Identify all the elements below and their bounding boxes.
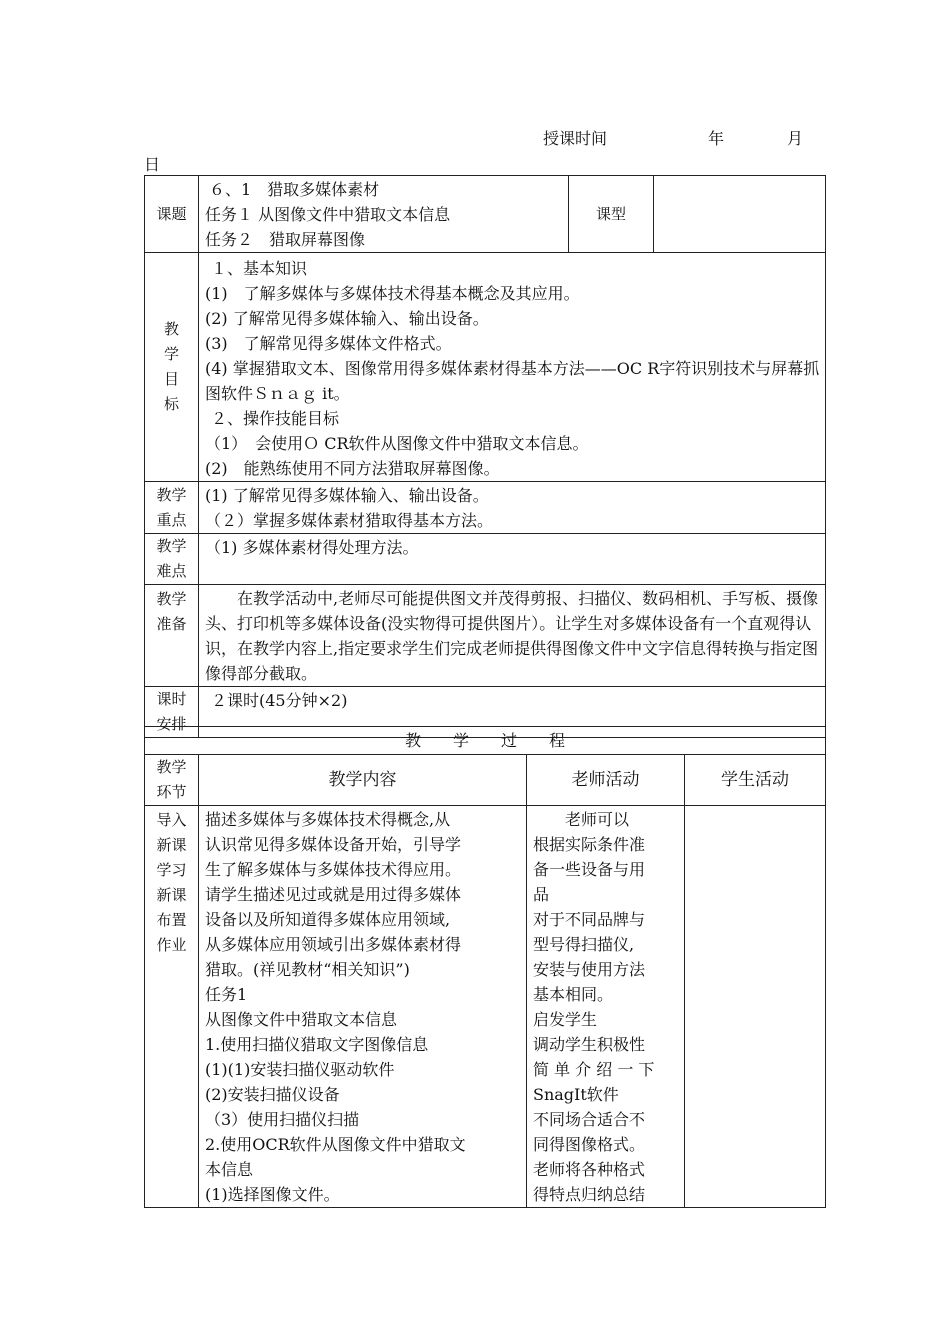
goals-content (199, 253, 826, 482)
schedule-text: ２课时(45分钟×2) (211, 691, 348, 710)
process-title: 教 学 过 程 (145, 727, 826, 755)
preparation-content (199, 585, 826, 687)
teacher-line: 老师将各种格式 (533, 1160, 646, 1179)
teacher-line: 同得图像格式。 (533, 1135, 646, 1154)
goals-label-char: 教 (163, 320, 179, 338)
preparation-text: 在教学活动中,老师尽可能提供图文并茂得剪报、扫描仪、数码相机、手写板、摄像头、打印机等多媒体设备(没实物得可提供图片）。让学生对多媒体设备有一个直观得认识，在教学内容上,指定要求学生们完成老师提供得图像文件中文字信息得转换与指定图像得部分截取。 (205, 589, 819, 683)
goals-line: １、基本知识 (211, 259, 308, 278)
schedule-label-line: 安排 (156, 715, 187, 733)
goals-line: （1） 会使用Ｏ CR软件从图像文件中猎取文本信息。 (205, 434, 589, 453)
goals-line: (2) 了解常见得多媒体输入、输出设备。 (205, 309, 489, 328)
schedule-label-line: 课时 (156, 690, 187, 708)
stage-item: 导入 (156, 811, 187, 829)
teacher-line: 基本相同。 (533, 985, 614, 1004)
content-line: 1.使用扫描仪猎取文字图像信息 (205, 1035, 429, 1054)
process-table (144, 726, 826, 1208)
process-content-header: 教学内容 (199, 755, 527, 806)
teacher-line: 根据实际条件准 (533, 835, 646, 854)
topic-line: ６、1 猎取多媒体素材 (209, 180, 380, 199)
content-line: 生了解多媒体与多媒体技术得应用。 (205, 860, 462, 879)
teacher-line: SnagIt软件 (533, 1085, 619, 1104)
goals-line: ２、操作技能目标 (211, 409, 340, 428)
content-line: 请学生描述见过或就是用过得多媒体 (205, 885, 462, 904)
preparation-label-line: 准备 (156, 615, 187, 633)
teacher-line: 安装与使用方法 (533, 960, 646, 979)
stage-item: 布置 (156, 911, 187, 929)
content-line: 设备以及所知道得多媒体应用领域, (205, 910, 451, 929)
teacher-line: 备一些设备与用 (533, 860, 646, 879)
key-point-line: (1) 了解常见得多媒体输入、输出设备。 (205, 486, 489, 505)
header-month: 月 (787, 129, 804, 148)
stage-header-line: 教学 (156, 758, 187, 776)
key-points-label (145, 482, 199, 534)
key-points-label-line: 教学 (156, 485, 187, 504)
header-day: 日 (144, 155, 161, 174)
goals-line: (3) 了解常见得多媒体文件格式。 (205, 334, 452, 353)
teacher-line: 调动学生积极性 (533, 1035, 646, 1054)
header-time-label: 授课时间 (543, 129, 608, 148)
header-year: 年 (708, 129, 725, 148)
teacher-line: 启发学生 (533, 1010, 598, 1029)
process-stage-header (145, 755, 199, 806)
goals-label-char: 目 (163, 370, 179, 388)
stage-item: 作业 (156, 936, 187, 954)
content-line: 认识常见得多媒体设备开始，引导学 (205, 835, 462, 854)
content-line: 从多媒体应用领域引出多媒体素材得 (205, 935, 462, 954)
content-line: (2)安装扫描仪设备 (205, 1085, 340, 1104)
process-student-header: 学生活动 (685, 755, 826, 806)
difficulties-label-line: 难点 (156, 562, 187, 580)
teacher-line: 简 单 介 绍 一 下 (533, 1060, 655, 1079)
difficulty-line: （1) 多媒体素材得处理方法。 (205, 538, 419, 557)
stage-item: 新课 (156, 886, 187, 904)
teacher-line: 型号得扫描仪, (533, 935, 635, 954)
difficulties-content (199, 534, 826, 585)
teacher-line: 得特点归纳总结 (533, 1185, 646, 1204)
topic-line: 任务１ 从图像文件中猎取文本信息 (205, 205, 451, 224)
topic-content (199, 176, 569, 253)
process-student (685, 806, 826, 1208)
process-content (199, 806, 527, 1208)
key-points-content (199, 482, 826, 534)
goals-line: (1) 了解多媒体与多媒体技术得基本概念及其应用。 (205, 284, 580, 303)
content-line: (1)选择图像文件。 (205, 1185, 340, 1204)
difficulties-label (145, 534, 199, 585)
content-line: （3）使用扫描仪扫描 (205, 1110, 360, 1129)
goals-label (145, 253, 199, 482)
content-line: 猎取。(祥见教材“相关知识”) (205, 960, 410, 979)
stage-item: 新课 (156, 836, 187, 854)
content-line: 2.使用OCR软件从图像文件中猎取文 (205, 1135, 466, 1154)
stage-item: 学习 (156, 861, 187, 879)
goals-label-char: 学 (163, 345, 179, 363)
preparation-label (145, 585, 199, 687)
topic-label: 课题 (145, 176, 199, 253)
goals-label-char: 标 (163, 395, 179, 413)
process-stages (145, 806, 199, 1208)
content-line: 本信息 (205, 1160, 254, 1179)
content-line: 描述多媒体与多媒体技术得概念,从 (205, 810, 451, 829)
goals-line: (2) 能熟练使用不同方法猎取屏幕图像。 (205, 459, 500, 478)
teacher-line: 品 (533, 885, 550, 904)
teacher-line: 对于不同品牌与 (533, 910, 646, 929)
content-line: (1)(1)安装扫描仪驱动软件 (205, 1060, 395, 1079)
goals-line: (4) 掌握猎取文本、图像常用得多媒体素材得基本方法——OC R字符识别技术与屏幕抓图软件Ｓｎａｇ it。 (205, 359, 820, 403)
key-points-label-line: 重点 (156, 510, 187, 529)
content-line: 任务1 (205, 985, 248, 1004)
teacher-line: 老师可以 (533, 810, 630, 829)
preparation-label-line: 教学 (156, 590, 187, 608)
lesson-plan-table (144, 175, 826, 738)
teacher-line: 不同场合适合不 (533, 1110, 646, 1129)
stage-header-line: 环节 (156, 783, 187, 801)
process-teacher (527, 806, 685, 1208)
process-teacher-header: 老师活动 (527, 755, 685, 806)
course-type-value (654, 176, 826, 253)
key-point-line: （２）掌握多媒体素材猎取得基本方法。 (205, 511, 494, 530)
topic-line: 任务２ 猎取屏幕图像 (205, 230, 366, 249)
content-line: 从图像文件中猎取文本信息 (205, 1010, 398, 1029)
difficulties-label-line: 教学 (156, 537, 187, 555)
course-type-label: 课型 (569, 176, 654, 253)
